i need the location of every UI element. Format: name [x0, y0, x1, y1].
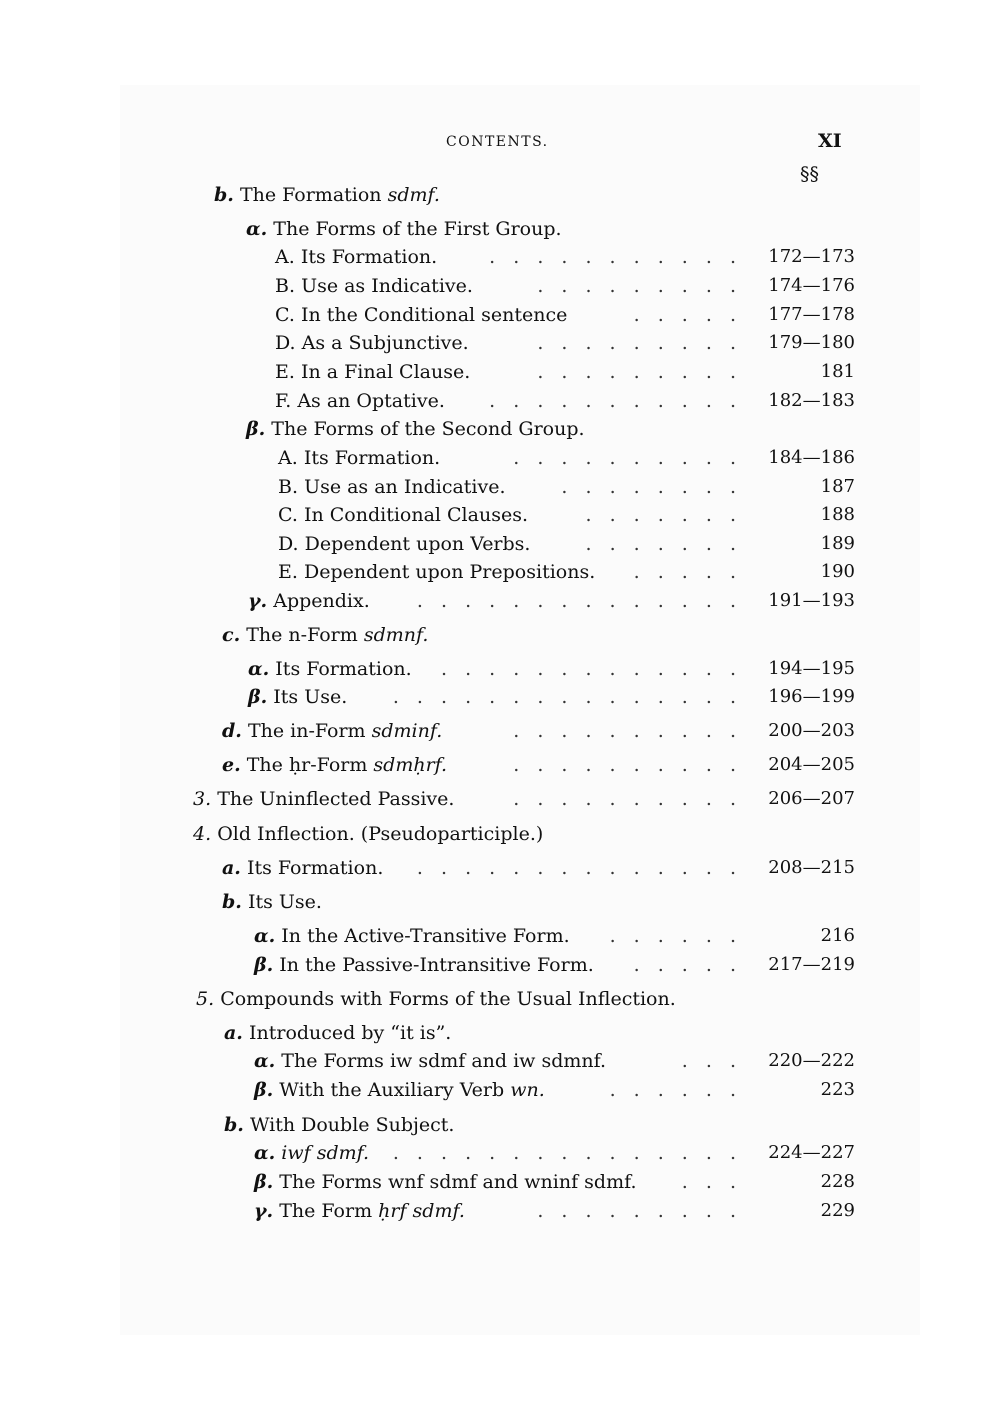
page-range: 229 — [820, 1200, 855, 1221]
page-range: 184—186 — [768, 447, 855, 468]
page-number: XI — [818, 130, 842, 152]
toc-entry: γ. Appendix. . . . . . . . . . . . . . . 191—193 — [248, 590, 855, 612]
toc-entry: 4. Old Inflection. (Pseudoparticiple.) — [193, 823, 544, 845]
toc-entry: α. The Forms iw sdmf and iw sdmnf. . . . 220—222 — [254, 1050, 855, 1072]
toc-entry: D. As a Subjunctive. . . . . . . . . . 179—180 — [275, 332, 855, 354]
toc-entry: b. Its Use. — [222, 891, 322, 913]
page-range: 228 — [820, 1171, 855, 1192]
toc-entry: d. The in-Form sdminf. . . . . . . . . . . 200—203 — [222, 720, 855, 742]
toc-entry: a. Introduced by “it is”. — [224, 1022, 452, 1044]
toc-entry: b. The Formation sdmf. — [214, 184, 440, 206]
page-range: 172—173 — [768, 246, 855, 267]
page-range: 223 — [820, 1079, 855, 1100]
toc-entry: c. The n-Form sdmnf. — [222, 624, 429, 646]
toc-entry: β. In the Passive-Intransitive Form. . . . . . 217—219 — [254, 954, 855, 976]
page-range: 200—203 — [768, 720, 855, 741]
toc-entry: E. In a Final Clause. . . . . . . . . . 181 — [275, 361, 855, 383]
page-range: 216 — [820, 925, 855, 946]
page-range: 208—215 — [768, 857, 855, 878]
toc-entry: α. Its Formation. . . . . . . . . . . . . . 194—195 — [248, 658, 855, 680]
toc-entry: e. The ḥr-Form sdmḥrf. . . . . . . . . . . 204—205 — [222, 754, 855, 776]
running-header: CONTENTS. — [446, 134, 549, 150]
toc-entry: α. The Forms of the First Group. — [246, 218, 562, 240]
page-range: 181 — [820, 361, 855, 382]
toc-entry: α. iwf sdmf. . . . . . . . . . . . . . . . 224—227 — [254, 1142, 855, 1164]
toc-entry: α. In the Active-Transitive Form. . . . . . . 216 — [254, 925, 855, 947]
toc-entry: β. With the Auxiliary Verb wn. . . . . . . 223 — [254, 1079, 855, 1101]
page-range: 190 — [820, 561, 855, 582]
toc-entry: β. The Forms of the Second Group. — [246, 418, 585, 440]
toc-entry: A. Its Formation. . . . . . . . . . . . 172—173 — [275, 246, 855, 268]
toc-entry: C. In Conditional Clauses. . . . . . . . 188 — [278, 504, 855, 526]
page-range: 188 — [820, 504, 855, 525]
toc-entry: F. As an Optative. . . . . . . . . . . . 182—183 — [275, 390, 855, 412]
toc-entry: β. Its Use. . . . . . . . . . . . . . . . 196—199 — [248, 686, 855, 708]
page-range: 196—199 — [768, 686, 855, 707]
page-range: 220—222 — [768, 1050, 855, 1071]
toc-entry: b. With Double Subject. — [224, 1114, 455, 1136]
toc-entry: B. Use as Indicative. . . . . . . . . . 174—176 — [275, 275, 855, 297]
page-range: 179—180 — [768, 332, 855, 353]
page-range: 174—176 — [768, 275, 855, 296]
page-range: 194—195 — [768, 658, 855, 679]
toc-entry: β. The Forms wnf sdmf and wninf sdmf. . . . 228 — [254, 1171, 855, 1193]
page-range: 182—183 — [768, 390, 855, 411]
page-range: 224—227 — [768, 1142, 855, 1163]
page-range: 217—219 — [768, 954, 855, 975]
page-range: 177—178 — [768, 304, 855, 325]
toc-entry: D. Dependent upon Verbs. . . . . . . . 189 — [278, 533, 855, 555]
toc-entry: C. In the Conditional sentence . . . . . 177—178 — [275, 304, 855, 326]
page-range: 191—193 — [768, 590, 855, 611]
toc-entry: 5. Compounds with Forms of the Usual Inflection. — [196, 988, 676, 1010]
toc-entry: B. Use as an Indicative. . . . . . . . . 187 — [278, 476, 855, 498]
page-range: 206—207 — [768, 788, 855, 809]
toc-entry: a. Its Formation. . . . . . . . . . . . . . . 208—215 — [222, 857, 855, 879]
page-range: 187 — [820, 476, 855, 497]
page-range: 204—205 — [768, 754, 855, 775]
toc-entry: γ. The Form ḥrf sdmf. . . . . . . . . . 229 — [254, 1200, 855, 1222]
toc-entry: A. Its Formation. . . . . . . . . . . 184—186 — [278, 447, 855, 469]
page-range: 189 — [820, 533, 855, 554]
section-sign: §§ — [800, 163, 819, 185]
toc-entry: E. Dependent upon Prepositions. . . . . . 190 — [278, 561, 855, 583]
toc-entry: 3. The Uninflected Passive. . . . . . . . . . . 206—207 — [193, 788, 855, 810]
